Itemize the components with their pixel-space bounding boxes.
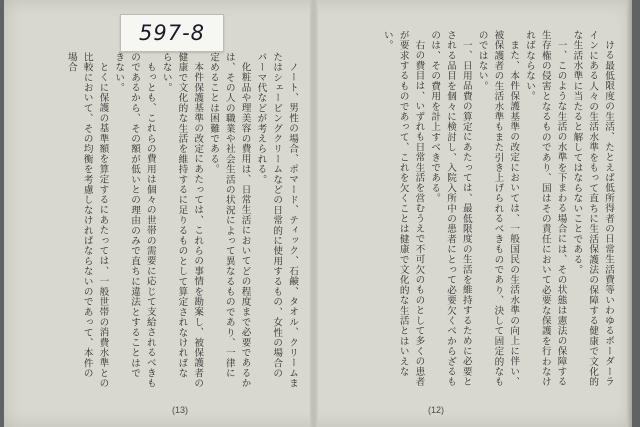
paragraph: ける最低限度の生活、たとえば低所得者の日常生活費等いわゆるボーダーラインにある人々の生活水準をもって直ちに生活保護法の保障する健康で文化的な生活水準に当たると解してはならないことである。 bbox=[571, 30, 614, 387]
page-number: (12) bbox=[428, 405, 445, 415]
paragraph: また、本件保護基準の改定においては、一般国民の生活水準の向上に伴い、被保護者の生活水準もまた引き上げられるべきものであり、決して固定的なものではない。 bbox=[476, 30, 520, 387]
paragraph: 右の費目は、いずれも日常生活を営むうえで不可欠のものとして多くの患者が要求するものであって、これを欠くことは健康で文化的な生活とはいえない。 bbox=[381, 30, 425, 387]
page-number: (13) bbox=[172, 405, 189, 415]
book-gutter bbox=[310, 0, 318, 427]
document-spread bbox=[4, 0, 632, 427]
catalog-label bbox=[120, 14, 224, 52]
paragraph: 化粧品や理美容の費用は、日常生活においてどの程度まで必要であるかは、その人の職業や社会生活の状況によって異なるものであり、一律に定めることは困難である。 bbox=[208, 52, 251, 388]
paragraph: もっとも、これらの費用は個々の世帯の需要に応じて支給されるべきものであるから、その額が低いとの理由のみで直ちに違法とすることはできない。 bbox=[113, 52, 156, 388]
right-page bbox=[318, 0, 632, 427]
paragraph: ノート、男性の場合、ポマード、ティック、石鹸、タオル、クリームまたはシェービングクリームなどの日常的に使用するもの、女性の場合のパーマ代などが考えられる。 bbox=[255, 52, 298, 388]
paragraph: とくに保護の基準額を算定するにあたっては、一般世帯の消費水準との比較において、その均衡を考慮しなければならないのであって、本件の場合 bbox=[65, 52, 109, 388]
paragraph: 本件保護基準の改定にあたっては、これらの事情を勘案し、被保護者の健康で文化的な生活を維持するに足りるものとして算定されなければならない。 bbox=[160, 52, 204, 388]
page-edge bbox=[626, 0, 632, 427]
left-page-body bbox=[50, 52, 300, 388]
right-page-body bbox=[330, 30, 616, 390]
paragraph: 一、日用品費の算定にあたっては、最低限度の生活を維持するために必要とされる品目を個々に検討し、入院入所中の患者にとって必要欠くべからざるものは、その費用を計上すべきである。 bbox=[429, 30, 472, 387]
catalog-label-text: 597-8 bbox=[138, 21, 206, 45]
paragraph: 一、このような生活の水準を下まわる場合には、その状態は憲法の保障する生存権の侵害となるものであり、国はその責任において必要な保護を行わなければならない。 bbox=[524, 30, 567, 387]
left-page bbox=[4, 0, 310, 427]
